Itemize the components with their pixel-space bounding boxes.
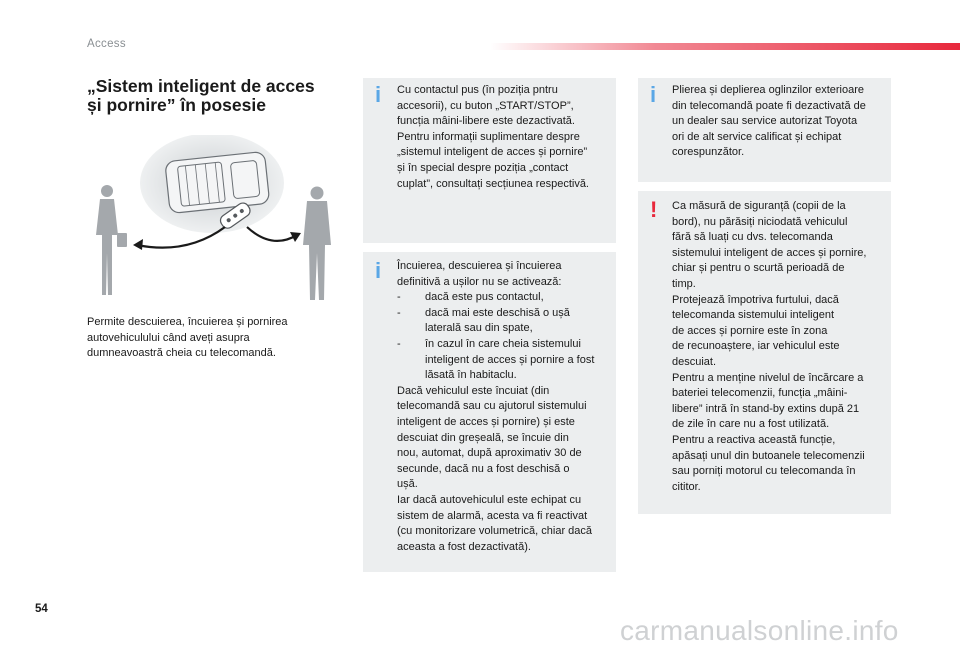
man-silhouette [303,187,331,301]
smart-entry-illustration [87,135,342,305]
page-title [87,77,352,115]
range-arrow-right [247,227,297,241]
info-icon: i [650,82,657,107]
info-icon: i [375,258,382,283]
title-line-2: și pornire” în posesie [87,95,266,115]
watermark: carmanualsonline.info [620,615,899,646]
section-label: Access [87,38,126,50]
warning-icon: ! [650,197,658,222]
header-accent-bar [490,43,960,50]
info-box-start-stop: i Cu contactul pus (în poziția pntru accesorii), cu buton „START/STOP”, funcția mâini-libere este dezactivată. Pentru informații suplimentare despre „sistemul inteligent de acces și pornire” și în special despre poziția „contact cuplat”, consultați secțiunea respectivă. [363,78,616,243]
info-box-mirrors: i Plierea și deplierea oglinzilor exterioare din telecomandă poate fi dezactivată de un dealer sau service autorizat Toyota ori de alt service calificat și echipat corespunzător. [638,78,891,182]
list-item: - dacă mai este deschisă o ușă laterală sau din spate, [397,306,570,335]
list-item: - dacă este pus contactul, [397,291,544,304]
page-number: 54 [35,603,48,615]
intro-paragraph: Permite descuierea, încuierea și pornirea autovehiculului când aveți asupra dumneavoastră cheia cu telecomandă. [87,316,288,359]
list-item: - în cazul în care cheia sistemului inteligent de acces și pornire a fost lăsată în habitaclu. [397,337,595,382]
warning-box-safety: ! Ca măsură de siguranță (copii de la bord), nu părăsiți niciodată vehiculul fără să luați cu dvs. telecomanda sistemului inteligent de acces și pornire, chiar și pentru o scurtă perioadă de timp. Protejează împotriva furtului, dacă telecomanda sistemului inteligent de acces și pornire este în zona de recunoaștere, iar vehiculul este descuiat. Pentru a menține nivelul de încărcare a bateriei telecomenzii, funcția „mâini- libere” intră în stand-by extins după 21 de zile în care nu a fost utilizată. Pentru a reactiva această funcție, apăsați unul din butoanele telecomenzii sau porniți motorul cu telecomanda în cititor. [638,191,891,514]
info-icon: i [375,82,382,107]
title-line-1: „Sistem inteligent de acces [87,76,315,96]
car-top-view [165,151,270,213]
woman-with-bag-silhouette [96,185,127,295]
info-box-locking: i Încuierea, descuierea și încuierea definitivă a ușilor nu se activează: - dacă este pus contactul, - dacă mai este deschisă o ușă laterală sau din spate, - în cazul în care cheia sistemului inteligent de acces și pornire a fost lăsată în habitaclu. Dacă vehiculul este încuiat (din telecomandă sau cu ajutorul sistemului inteligent de acces și pornire) și este descuiat din greșeală, se încuie din nou, automat, după aproximativ 30 de secunde, dacă nu a fost deschisă o ușă. Iar dacă autovehiculul este echipat cu sistem de alarmă, acesta va fi reactivat (cu monitorizare volumetrică, chiar dacă aceasta a fost dezactivată). [363,252,616,572]
